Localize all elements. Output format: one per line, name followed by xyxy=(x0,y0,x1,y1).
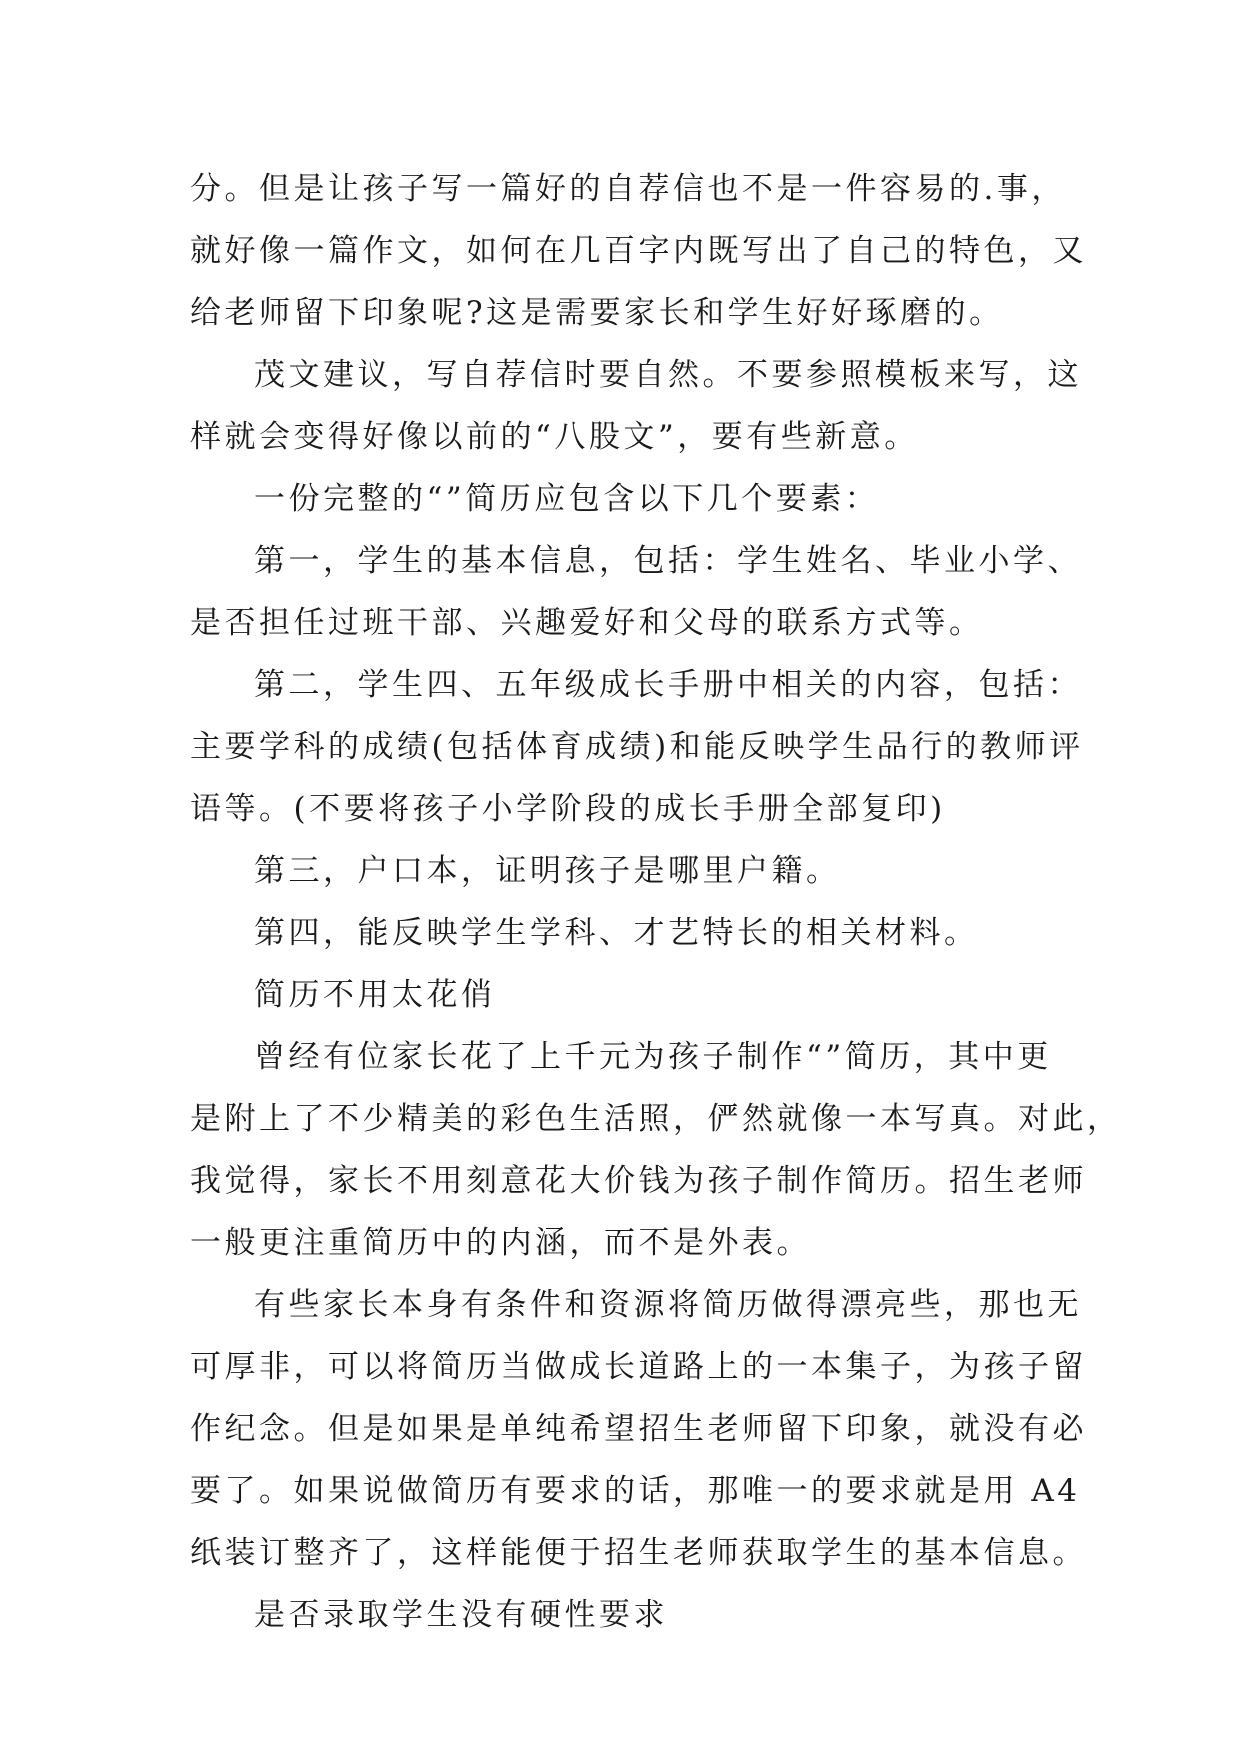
text-line: 分。但是让孩子写一篇好的自荐信也不是一件容易的.事， xyxy=(190,171,1066,207)
text-line: 主要学科的成绩(包括体育成绩)和能反映学生品行的教师评 xyxy=(190,729,1084,765)
text-line: 作纪念。但是如果是单纯希望招生老师留下印象，就没有必 xyxy=(190,1411,1087,1447)
text-line: 是否担任过班干部、兴趣爱好和父母的联系方式等。 xyxy=(190,605,984,641)
paragraph-start: 一份完整的“”简历应包含以下几个要素： xyxy=(254,481,880,517)
text-line: 要了。如果说做简历有要求的话，那唯一的要求就是用 A4 xyxy=(190,1473,1081,1509)
paragraph-start: 曾经有位家长花了上千元为孩子制作“”简历，其中更 xyxy=(254,1039,1052,1075)
text-line: 语等。(不要将孩子小学阶段的成长手册全部复印) xyxy=(190,791,946,827)
text-line: 样就会变得好像以前的“八股文”，要有些新意。 xyxy=(190,419,919,455)
section-heading: 简历不用太花俏 xyxy=(254,977,496,1013)
text-line: 是附上了不少精美的彩色生活照，俨然就像一本写真。对此， xyxy=(190,1101,1122,1137)
section-heading: 是否录取学生没有硬性要求 xyxy=(254,1597,668,1633)
paragraph-start: 有些家长本身有条件和资源将简历做得漂亮些，那也无 xyxy=(254,1287,1082,1323)
paragraph-start: 茂文建议，写自荐信时要自然。不要参照模板来写，这 xyxy=(254,357,1082,393)
paragraph-start: 第四，能反映学生学科、才艺特长的相关材料。 xyxy=(254,915,979,951)
text-line: 给老师留下印象呢?这是需要家长和学生好好琢磨的。 xyxy=(190,295,1004,331)
text-line: 就好像一篇作文，如何在几百字内既写出了自己的特色，又 xyxy=(190,233,1087,269)
paragraph-start: 第二，学生四、五年级成长手册中相关的内容，包括： xyxy=(254,667,1082,703)
text-line: 一般更注重简历中的内涵，而不是外表。 xyxy=(190,1225,811,1261)
paragraph-start: 第一，学生的基本信息，包括：学生姓名、毕业小学、 xyxy=(254,543,1082,579)
text-line: 纸装订整齐了，这样能便于招生老师获取学生的基本信息。 xyxy=(190,1535,1087,1571)
text-line: 我觉得，家长不用刻意花大价钱为孩子制作简历。招生老师 xyxy=(190,1163,1087,1199)
text-line: 可厚非，可以将简历当做成长道路上的一本集子，为孩子留 xyxy=(190,1349,1087,1385)
paragraph-start: 第三，户口本，证明孩子是哪里户籍。 xyxy=(254,853,841,889)
